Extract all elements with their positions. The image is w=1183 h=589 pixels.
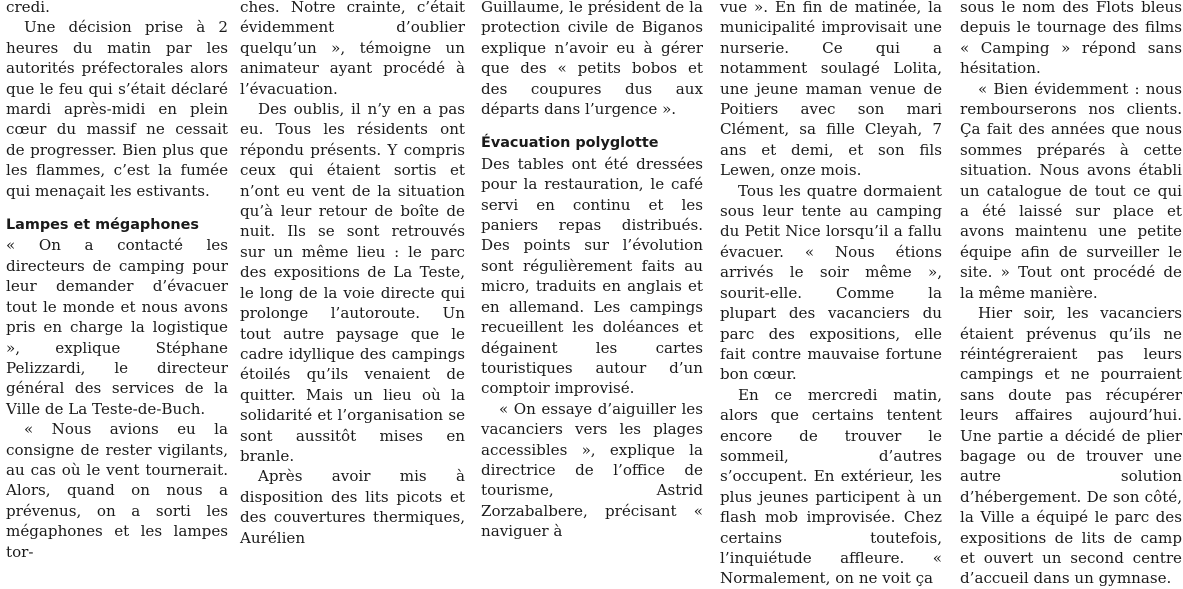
article-paragraph: « On essaye d’aiguiller les vacanciers vers les plages accessibles », explique la directrice de l’office de tourisme, Astrid Zorzabalbere, précisant « naviguer à	[481, 399, 703, 541]
article-paragraph: Une décision prise à 2 heures du matin par les autorités préfectorales alors que le feu qui s’était déclaré mardi après-midi en plein cœur du massif ne cessait de progresser. Bien plus que les flammes, c’est la fumée qui menaçait les estivants.	[6, 18, 228, 200]
article-paragraph: « Nous avions eu la consigne de rester vigilants, au cas où le vent tournerait. Alors, quand on nous a prévenus, on a sorti les mégaphones et les lampes tor-	[6, 420, 228, 561]
article-paragraph: Guillaume, le président de la protection civile de Biganos explique n’avoir eu à gérer que des « petits bobos et des coupures dus aux départs dans l’urgence ».	[481, 0, 703, 119]
article-paragraph: Des oublis, il n’y en a pas eu. Tous les résidents ont répondu présents. Y compris ceux qui étaient sortis et n’ont eu vent de la situation qu’à leur retour de boîte de nuit. Ils se sont retrouvés sur un même lieu : le parc des expositions de La Teste, le long de la voie directe qui prolonge l’autoroute. Un tout autre paysage que le cadre idyllique des campings étoilés qu’ils venaient de quitter. Mais un lieu où la solidarité et l’organisation se sont aussitôt mises en branle.	[240, 100, 465, 465]
article-paragraph: credi.	[6, 0, 50, 16]
article-paragraph: vue ». En fin de matinée, la municipalité improvisait une nurserie. Ce qui a notamment soulagé Lolita, une jeune maman venue de Poitiers avec son mari Clément, sa fille Cleyah, 7 ans et demi, et son fils Lewen, onze mois.	[720, 0, 942, 180]
article-column-1	[6, 0, 228, 562]
subheading: Lampes et mégaphones	[6, 217, 199, 234]
article-paragraph: Hier soir, les vacanciers étaient prévenus qu’ils ne réintégreraient pas leurs campings et ne pourraient sans doute pas récupérer leurs affaires aujourd’hui. Une partie a décidé de plier bagage ou de trouver une autre solution d’hébergement. De son côté, la Ville a équipé le parc des expositions de lits de camp et ouvert un second centre d’accueil dans un gymnase.	[960, 304, 1182, 588]
article-column-5	[960, 0, 1182, 589]
article-paragraph: Des tables ont été dressées pour la restauration, le café servi en continu et les paniers repas distribués. Des points sur l’évolution sont régulièrement faits au micro, traduits en anglais et en allemand. Les campings recueillent les doléances et dégainent les cartes touristiques autour d’un comptoir improvisé.	[481, 154, 703, 398]
article-paragraph: ches. Notre crainte, c’était évidemment d’oublier quelqu’un », témoigne un animateur ayant procédé à l’évacuation.	[240, 0, 465, 98]
article-paragraph: « Bien évidemment : nous rembourserons nos clients. Ça fait des années que nous sommes préparés à cette situation. Nous avons établi un catalogue de tout ce qui a été laissé sur place et avons maintenu une petite équipe afin de surveiller le site. » Tout ont procédé de la même manière.	[960, 79, 1182, 302]
article-column-2	[240, 0, 465, 548]
article-paragraph: Tous les quatre dormaient sous leur tente au camping du Petit Nice lorsqu’il a fallu évacuer. « Nous étions arrivés le soir même », sourit-elle. Comme la plupart des vacanciers du parc des expositions, elle fait contre mauvaise fortune bon cœur.	[720, 181, 942, 384]
article-column-4	[720, 0, 942, 589]
article-paragraph: sous le nom des Flots bleus depuis le tournage des films « Camping » répond sans hésitation.	[960, 0, 1182, 78]
article-paragraph: En ce mercredi matin, alors que certains tentent encore de trouver le sommeil, d’autres s’occupent. En extérieur, les plus jeunes participent à un flash mob improvisée. Chez certains toutefois, l’inquiétude affleure. « Normalement, on ne voit ça	[720, 385, 942, 588]
article-column-3	[481, 0, 703, 542]
article-paragraph: Après avoir mis à disposition des lits picots et des couvertures thermiques, Aurélien	[240, 467, 465, 547]
subheading: Évacuation polyglotte	[481, 135, 659, 152]
article-paragraph: « On a contacté les directeurs de camping pour leur demander d’évacuer tout le monde et nous avons pris en charge la logistique », explique Stéphane Pelizzardi, le directeur général des services de la Ville de La Teste-de-Buch.	[6, 236, 228, 418]
